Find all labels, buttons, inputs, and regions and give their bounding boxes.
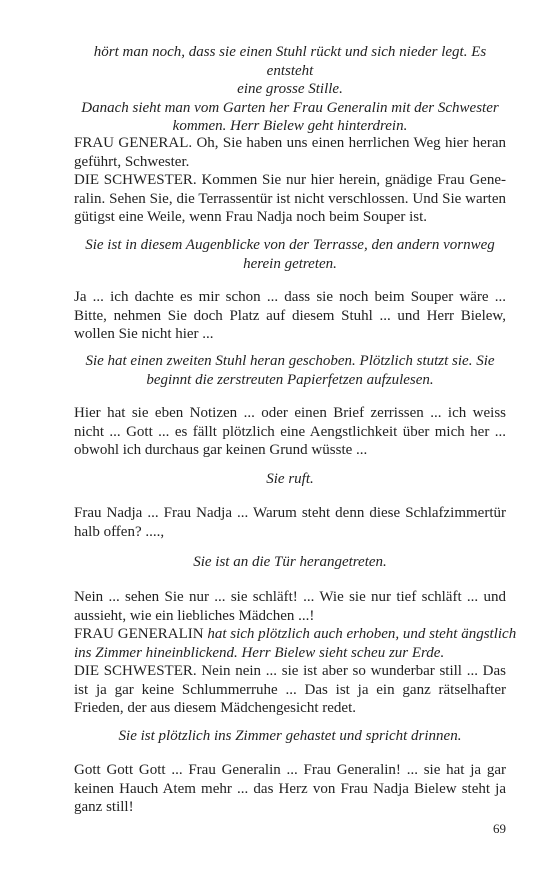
text-line: Sie ist in diesem Augenblicke von der Terrasse, den andern vornweg <box>85 237 495 253</box>
dialogue-paragraph <box>74 588 506 625</box>
text-line: obwohl ich durchaus gar keinen Grund wüsste ... <box>74 442 368 459</box>
page-number: 69 <box>493 821 506 836</box>
text-line: Frieden, der aus diesem Mädchengesicht redet. <box>74 700 356 717</box>
text-line: eine grosse Stille. <box>237 81 343 98</box>
text-line: Gott Gott Gott ... Frau Generalin ... Frau Generalin! ... sie hat ja gar <box>74 762 506 778</box>
text-line: herein getreten. <box>243 255 337 272</box>
dialogue-paragraph <box>74 761 506 817</box>
text-line: Sie ist an die Tür herangetreten. <box>193 554 387 570</box>
inline-direction: hat sich plötzlich auch erhoben, und steht ängstlich <box>207 626 517 642</box>
dialogue-paragraph <box>74 504 506 541</box>
text-line: beginnt die zerstreuten Papierfetzen aufzulesen. <box>146 371 434 388</box>
stage-direction <box>74 236 506 273</box>
speaker-name: FRAU GENERALIN <box>74 626 208 642</box>
inline-direction: ins Zimmer hineinblickend. Herr Bielew sieht scheu zur Erde. <box>74 644 445 661</box>
book-page <box>74 0 517 880</box>
text-line: kommen. Herr Bielew geht hinterdrein. <box>172 118 408 135</box>
speaker-direction-paragraph <box>74 625 517 662</box>
text-line: Hier hat sie eben Notizen ... oder einen Brief zerrissen ... ich weiss <box>74 405 506 421</box>
text-line: Frau Nadja ... Frau Nadja ... Warum steht denn diese Schlafzimmertür <box>74 505 506 521</box>
stage-direction <box>74 553 506 572</box>
text-line: Danach sieht man vom Garten her Frau Generalin mit der Schwester <box>81 99 499 116</box>
text-line: ist ja gar keine Schlummerruhe ... Das ist ja ein ganz rätselhafter <box>74 681 506 698</box>
stage-direction <box>74 470 506 489</box>
text-line: Sie ist plötzlich ins Zimmer gehastet und spricht drinnen. <box>118 728 462 744</box>
dialogue-paragraph <box>74 662 506 718</box>
text-line: nicht ... Gott ... es fällt plötzlich eine Aengstlichkeit über mich her ... <box>74 423 506 440</box>
dialogue-paragraph <box>74 288 506 344</box>
text-line: DIE SCHWESTER. Nein nein ... sie ist aber so wunderbar still ... Das <box>74 663 506 679</box>
text-line: wollen Sie nicht hier ... <box>74 326 214 343</box>
dialogue-paragraph <box>74 134 506 227</box>
text-line: Sie ruft. <box>266 471 314 487</box>
text-line: gütigst eine Weile, wenn Frau Nadja noch beim Souper ist. <box>74 209 428 226</box>
text-line: geführt, Schwester. <box>74 153 190 170</box>
text-line: ganz still! <box>74 799 134 816</box>
text-line: aussieht, wie ein liebliches Mädchen ...! <box>74 607 315 624</box>
text-line: Sie hat einen zweiten Stuhl heran geschoben. Plötzlich stutzt sie. Sie <box>85 353 495 369</box>
text-line: ralin. Sehen Sie, die Terrassentür ist nicht verschlossen. Und Sie warten <box>74 190 506 207</box>
text-line: halb offen? ...., <box>74 523 165 540</box>
text-line: hört man noch, dass sie einen Stuhl rückt und sich nieder legt. Es entsteht <box>93 44 487 79</box>
text-line: DIE SCHWESTER. Kommen Sie nur hier herein, gnädige Frau Gene- <box>74 172 506 189</box>
text-line <box>74 644 506 663</box>
text-line: Bitte, nehmen Sie doch Platz auf diesem Stuhl ... und Herr Bielew, <box>74 307 506 324</box>
text-line: Nein ... sehen Sie nur ... sie schläft! ... Wie sie nur tief schläft ... und <box>74 589 506 605</box>
stage-direction <box>74 727 506 746</box>
text-line <box>74 625 517 644</box>
dialogue-paragraph <box>74 404 506 460</box>
stage-direction <box>74 352 506 389</box>
text-line: keinen Hauch Atem mehr ... das Herz von Frau Nadja Bielew steht ja <box>74 780 506 797</box>
text-line: Ja ... ich dachte es mir schon ... dass sie noch beim Souper wäre ... <box>74 289 506 305</box>
stage-direction <box>74 43 506 136</box>
text-line: FRAU GENERAL. Oh, Sie haben uns einen herrlichen Weg hier heran <box>74 135 506 151</box>
